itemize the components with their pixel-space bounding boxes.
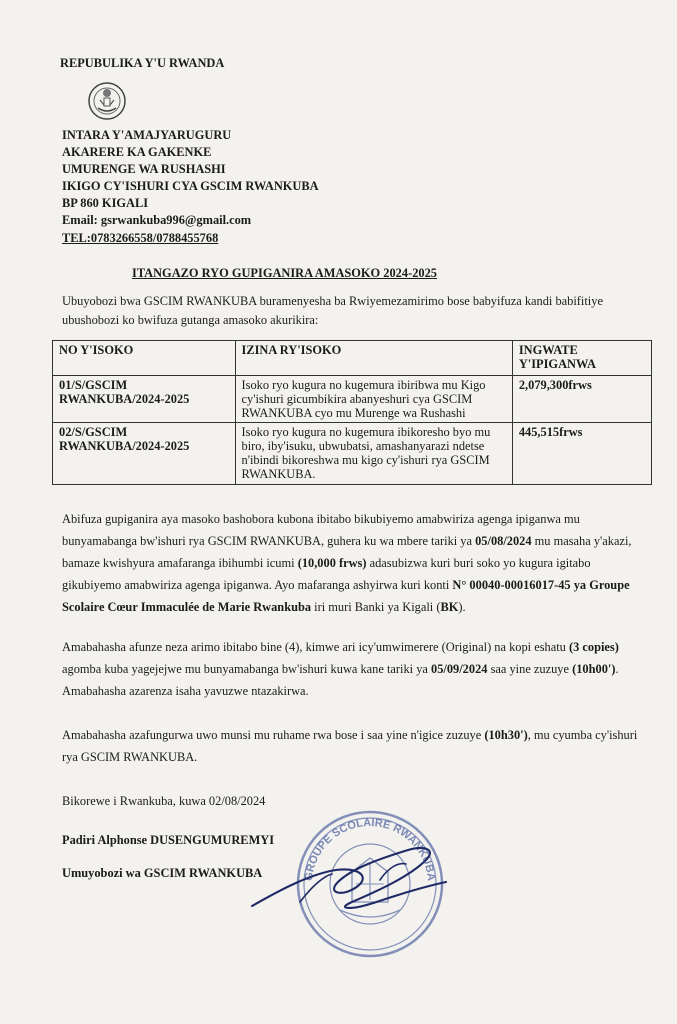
text-run: saa yine zuzuye bbox=[487, 662, 573, 676]
header-sector: UMURENGE WA RUSHASHI bbox=[62, 162, 226, 176]
header-email bbox=[62, 213, 251, 228]
copies-count: (3 copies) bbox=[568, 640, 619, 654]
deadline-time: (10h00') bbox=[572, 662, 616, 676]
bank-abbreviation: BK bbox=[440, 600, 459, 614]
republic-heading: REPUBULIKA Y'U RWANDA bbox=[60, 56, 225, 70]
notice-title: ITANGAZO RYO GUPIGANIRA AMASOKO 2024-2025 bbox=[132, 266, 437, 280]
signature-icon bbox=[240, 840, 470, 930]
column-header-lot-name: IZINA RY'ISOKO bbox=[235, 341, 512, 376]
text-run: Amabahasha azafungurwa uwo munsi mu ruhame rwa bose i saa yine n'igice zuzuye bbox=[62, 728, 485, 742]
email-link[interactable]: gsrwankuba996@gmail.com bbox=[100, 213, 252, 227]
guarantee-cell: 2,079,300frws bbox=[512, 376, 651, 423]
header-phone: TEL:0783266558/0788455768 bbox=[62, 231, 219, 245]
text-run: , mu cyumba cy'ishuri rya GSCIM RWANKUBA. bbox=[62, 728, 638, 764]
lot-number-cell: 01/S/GSCIM RWANKUBA/2024-2025 bbox=[53, 376, 236, 423]
stamp-text: GROUPE SCOLAIRE RWANKUBA bbox=[302, 816, 438, 882]
table-row bbox=[53, 376, 652, 423]
fee-amount: (10,000 frws) bbox=[297, 556, 367, 570]
deadline-date: 05/09/2024 bbox=[431, 662, 488, 676]
purchase-instructions-paragraph bbox=[62, 508, 642, 618]
opening-paragraph bbox=[62, 724, 642, 768]
table-row bbox=[53, 423, 652, 485]
start-date: 05/08/2024 bbox=[475, 534, 532, 548]
text-run: ). bbox=[458, 600, 466, 614]
header-province: INTARA Y'AMAJYARUGURU bbox=[62, 128, 232, 142]
lot-number-cell: 02/S/GSCIM RWANKUBA/2024-2025 bbox=[53, 423, 236, 485]
text-run: mu masaha y'akazi, bamaze kwishyura amafaranga ibihumbi icumi bbox=[62, 534, 632, 570]
table-header-row bbox=[53, 341, 652, 376]
text-run: adasubizwa kuri buri soko yo kugura igitabo gikubiyemo amabwiriza agenga ipiganwa. Ayo mafaranga ashyirwa kuri konti bbox=[62, 556, 591, 592]
signatory-name: Padiri Alphonse DUSENGUMUREMYI bbox=[62, 833, 275, 847]
header-po-box: BP 860 KIGALI bbox=[62, 196, 149, 210]
text-run: iri muri Banki ya Kigali ( bbox=[311, 600, 441, 614]
column-header-lot-number: NO Y'ISOKO bbox=[53, 341, 236, 376]
place-and-date: Bikorewe i Rwankuba, kuwa 02/08/2024 bbox=[62, 794, 266, 808]
opening-time: (10h30') bbox=[484, 728, 528, 742]
lot-name-cell: Isoko ryo kugura no kugemura ibiribwa mu Kigo cy'ishuri gicumbikira abanyeshuri cya GSCIM RWANKUBA cyo mu Murenge wa Rushashi bbox=[235, 376, 512, 423]
text-run: Abifuza gupiganira aya masoko bashobora kubona ibitabo bikubiyemo amabwiriza agenga ipiganwa mu bunyamabanga bw'ishuri rya GSCIM RWANKUBA, guhera ku wa mbere tariki ya bbox=[62, 512, 580, 548]
column-header-guarantee: INGWATE Y'IPIGANWA bbox=[512, 341, 651, 376]
bank-account: N° 00040-00016017-45 ya Groupe Scolaire Cœur Immaculée de Marie Rwankuba bbox=[62, 578, 630, 614]
submission-paragraph bbox=[62, 636, 642, 702]
header-school: IKIGO CY'ISHURI CYA GSCIM RWANKUBA bbox=[62, 179, 319, 193]
text-run: . Amabahasha azarenza isaha yavuzwe ntazakirwa. bbox=[62, 662, 619, 698]
email-label: Email: bbox=[62, 213, 101, 227]
header-district: AKARERE KA GAKENKE bbox=[62, 145, 212, 159]
text-run: agomba kuba yagejejwe mu bunyamabanga bw'ishuri kuwa kane tariki ya bbox=[62, 662, 432, 676]
intro-paragraph: Ubuyobozi bwa GSCIM RWANKUBA buramenyesha ba Rwiyemezamirimo bose babyifuza kandi babifitiye ubushobozi ko bwifuza gutanga amasoko akurikira: bbox=[62, 294, 603, 327]
signatory-role: Umuyobozi wa GSCIM RWANKUBA bbox=[62, 866, 263, 880]
guarantee-cell: 445,515frws bbox=[512, 423, 651, 485]
national-emblem-icon bbox=[86, 80, 128, 122]
lot-name-cell: Isoko ryo kugura no kugemura ibikoresho byo mu biro, iby'isuku, ubwubatsi, amashanyarazi ndetse n'ibindi bikoreshwa mu kigo cy'ishuri rya GSCIM RWANKUBA. bbox=[235, 423, 512, 485]
tender-lots-table bbox=[52, 340, 652, 485]
text-run: Amabahasha afunze neza arimo ibitabo bine (4), kimwe ari icy'umwimerere (Original) na kopi eshatu bbox=[62, 640, 569, 654]
